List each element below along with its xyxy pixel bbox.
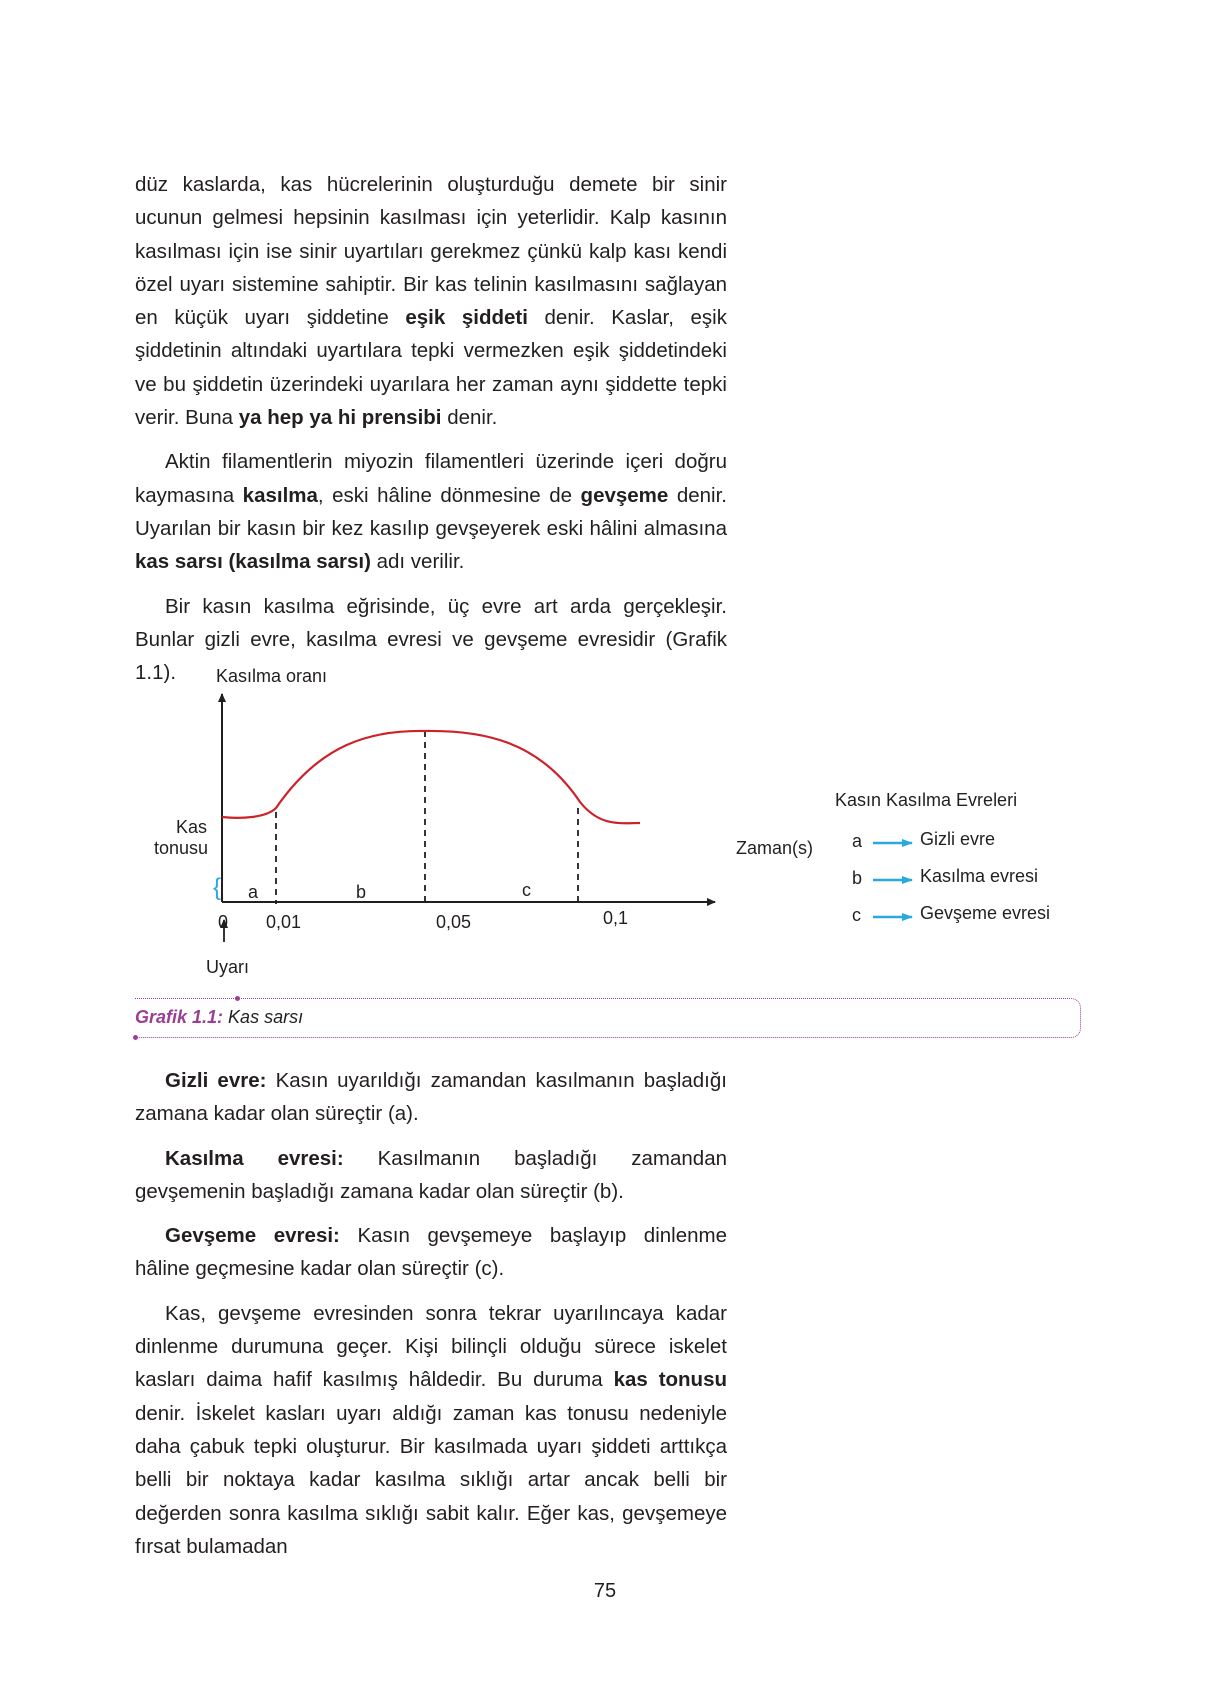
x-tick-label: 0,05 (436, 912, 472, 932)
paragraph (135, 1142, 727, 1209)
bold-term: kas tonusu (613, 1368, 728, 1392)
legend-label-gizli: Gizli evre (920, 829, 996, 849)
caption-text: Kas sarsı (223, 1007, 304, 1027)
baseline-bracket: { (213, 874, 222, 901)
text-run: Kasın gevşemeye başlayıp dinlenme hâline geçmesine kadar olan süreçtir (c). (135, 1224, 727, 1281)
legend-title: Kasın Kasılma Evreleri (835, 790, 1018, 810)
bold-term: Gevşeme evresi: (165, 1224, 340, 1248)
x-axis-label: Zaman(s) (736, 838, 814, 858)
bold-term: gevşeme (580, 483, 669, 507)
bold-term: Gizli evre: (165, 1069, 267, 1092)
baseline-label-line1: Kas (176, 817, 208, 837)
text-run: düz kaslarda, kas hücrelerinin oluşturduğu demete bir sinir ucunun gelmesi hepsinin kasılması için yeterlidir. Kalp kasının kasılması için ise sinir uyartıları gerekmez çünkü kalp kası kendi özel uyarı sistemine sahiptir. Bir kas telinin kasılmasını sağlayan en küçük uyarı şiddetine (135, 173, 727, 330)
legend-label-kasilma: Kasılma evresi (920, 866, 1039, 886)
bold-term: kasılma (242, 483, 318, 507)
text-run: Kasın uyarıldığı zamandan kasılmanın başladığı zamana kadar olan süreçtir (a). (135, 1069, 727, 1126)
phase-label-a: a (248, 882, 259, 902)
y-axis-label: Kasılma oranı (216, 666, 328, 686)
bold-term: kas sarsı (kasılma sarsı) (135, 550, 371, 574)
text-run: denir. Uyarılan bir kasın bir kez kasılıp gevşeyerek eski hâlini almasına (135, 483, 727, 540)
legend-key-a: a (852, 831, 863, 851)
text-run: , eski hâline dönmesine de (317, 483, 581, 507)
phase-label-b: b (356, 882, 367, 902)
paragraph (135, 1297, 727, 1563)
caption-frame (135, 998, 1081, 1038)
text-run: Aktin filamentlerin miyozin filamentleri üzerinde içeri doğru kaymasına (135, 450, 727, 507)
caption-dot-bottom (133, 1035, 138, 1040)
bold-term: eşik şiddeti (405, 306, 528, 330)
phase-label-c: c (522, 880, 531, 900)
legend-label-gevseme: Gevşeme evresi (920, 903, 1051, 923)
caption-label: Grafik 1.1: (135, 1007, 224, 1027)
figure-kas-sarsi (140, 666, 1080, 992)
text-run: denir. İskelet kasları uyarı aldığı zaman kas tonusu nedeniyle daha çabuk tepki oluşturur. Bir kasılmada uyarı şiddeti arttıkça belli bir noktaya kadar kasılma sıklığı artar ancak belli bir değerden sonra kasılma sıklığı sabit kalır. Eğer kas, gevşemeye fırsat bulamadan (135, 1401, 727, 1558)
baseline-label-line2: tonusu (154, 838, 209, 858)
x-tick-label: 0,01 (266, 912, 302, 932)
paragraph (135, 1064, 727, 1131)
bold-term: Kasılma evresi: (165, 1146, 344, 1170)
legend-key-b: b (852, 868, 863, 888)
text-run: Kas, gevşeme evresinden sonra tekrar uyarılıncaya kadar dinlenme durumuna geçer. Kişi bilinçli olduğu sürece iskelet kasları daima hafif kasılmış hâldedir. Bu duruma (135, 1301, 727, 1392)
legend-key-c: c (852, 905, 861, 925)
stimulus-label: Uyarı (206, 957, 250, 977)
x-tick-label: 0 (218, 912, 229, 932)
body-text-top (135, 168, 727, 689)
text-run: denir. Kaslar, eşik şiddetinin altındaki uyartılara tepki vermezken eşik şiddetindeki ve bu şiddetin üzerindeki uyarılara her zaman aynı şiddette tepki verir. Buna (135, 306, 727, 430)
caption-dot-top (235, 996, 240, 1001)
paragraph (135, 445, 727, 578)
body-text-bottom (135, 1064, 727, 1563)
figure-caption (135, 1007, 303, 1028)
x-tick-label: 0,1 (603, 908, 629, 928)
text-run: denir. (441, 406, 498, 430)
text-run: Bir kasın kasılma eğrisinde, üç evre art arda gerçekleşir. Bunlar gizli evre, kasılma evresi ve gevşeme evresidir (Grafik 1.1). (135, 594, 727, 685)
paragraph (135, 168, 727, 434)
paragraph (135, 1219, 727, 1286)
text-run: Kasılmanın başladığı zamandan gevşemenin başladığı zamana kadar olan süreçtir (b). (135, 1146, 727, 1203)
bold-term: ya hep ya hi prensibi (238, 406, 442, 430)
page-number: 75 (593, 1580, 617, 1602)
text-run: adı verilir. (370, 550, 465, 574)
